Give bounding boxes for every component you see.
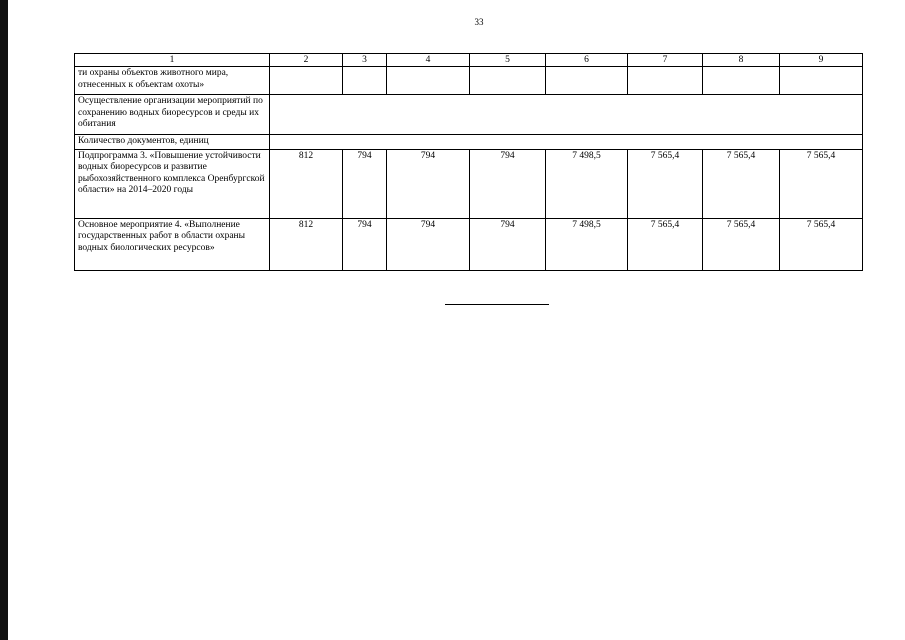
table-cell: 794 xyxy=(470,218,546,270)
table-cell xyxy=(270,67,343,95)
table-cell xyxy=(628,67,703,95)
table-row xyxy=(75,95,863,135)
column-header: 5 xyxy=(470,54,546,67)
table-cell: 794 xyxy=(343,218,387,270)
scan-edge xyxy=(0,0,8,640)
table-cell: 7 498,5 xyxy=(546,218,628,270)
table-cell xyxy=(703,67,780,95)
table-row xyxy=(75,149,863,218)
table-cell: 794 xyxy=(343,149,387,218)
table-cell: 7 565,4 xyxy=(703,218,780,270)
column-header: 8 xyxy=(703,54,780,67)
table-cell: 794 xyxy=(470,149,546,218)
page-number: 33 xyxy=(474,17,484,27)
table-cell xyxy=(546,67,628,95)
table-cell xyxy=(387,67,470,95)
table-header-row xyxy=(75,54,863,67)
table-cell: 812 xyxy=(270,149,343,218)
table-cell: 7 565,4 xyxy=(628,218,703,270)
column-header: 9 xyxy=(780,54,863,67)
row-label: Осуществление организации мероприятий по сохранению водных биоресурсов и среды их обитания xyxy=(75,95,270,135)
column-header: 7 xyxy=(628,54,703,67)
merged-empty-cell xyxy=(270,135,863,150)
column-header: 3 xyxy=(343,54,387,67)
table-cell: 794 xyxy=(387,149,470,218)
closing-rule-line xyxy=(445,304,549,305)
row-label: Количество документов, единиц xyxy=(75,135,270,150)
row-label: Подпрограмма 3. «Повышение устойчивости водных биоресурсов и развитие рыбохозяйственного комплекса Оренбургской области» на 2014–2020 годы xyxy=(75,149,270,218)
column-header: 6 xyxy=(546,54,628,67)
table-cell: 812 xyxy=(270,218,343,270)
table-cell: 794 xyxy=(387,218,470,270)
row-label: Основное мероприятие 4. «Выполнение государственных работ в области охраны водных биологических ресурсов» xyxy=(75,218,270,270)
table-cell: 7 565,4 xyxy=(780,218,863,270)
table-row xyxy=(75,67,863,95)
data-table xyxy=(74,53,863,271)
table-cell: 7 565,4 xyxy=(703,149,780,218)
table-row xyxy=(75,135,863,150)
table-cell: 7 498,5 xyxy=(546,149,628,218)
row-label: ти охраны объектов животного мира, отнесенных к объектам охоты» xyxy=(75,67,270,95)
table-row xyxy=(75,218,863,270)
table-cell xyxy=(470,67,546,95)
column-header: 1 xyxy=(75,54,270,67)
merged-empty-cell xyxy=(270,95,863,135)
column-header: 4 xyxy=(387,54,470,67)
table-cell: 7 565,4 xyxy=(780,149,863,218)
table-cell xyxy=(343,67,387,95)
table-cell: 7 565,4 xyxy=(628,149,703,218)
table-cell xyxy=(780,67,863,95)
column-header: 2 xyxy=(270,54,343,67)
